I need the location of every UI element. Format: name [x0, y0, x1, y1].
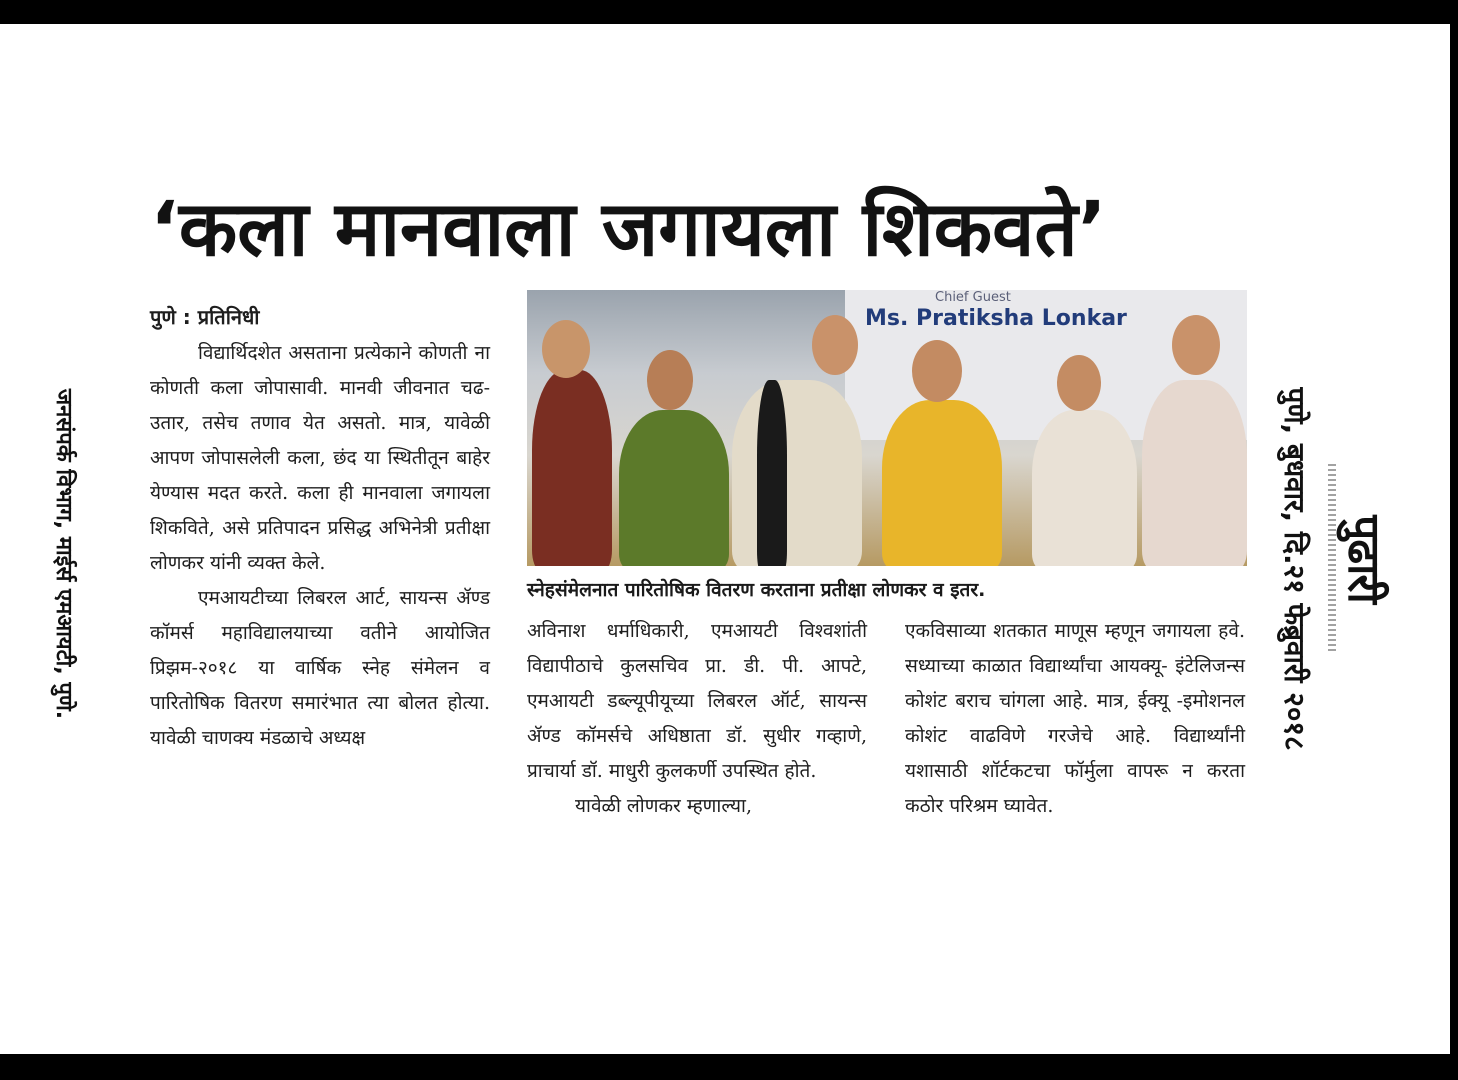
- person-figure: [619, 410, 729, 566]
- person-head: [1057, 355, 1101, 411]
- person-figure: [1142, 380, 1247, 566]
- paragraph: यावेळी लोणकर म्हणाल्या,: [575, 795, 752, 817]
- photo-caption: स्नेहसंमेलनात पारितोषिक वितरण करताना प्रतीक्षा लोणकर व इतर.: [527, 579, 986, 601]
- source-credit-text: जनसंपर्क विभाग, माईर्स एमआयटी, पुणे.: [51, 388, 76, 720]
- person-figure: [532, 370, 612, 566]
- person-figure: [732, 380, 862, 566]
- paragraph: अविनाश धर्माधिकारी, एमआयटी विश्वशांती विद्यापीठाचे कुलसचिव प्रा. डी. पी. आपटे, एमआयटी डब्ल्यूपीयूच्या लिबरल ऑर्ट, सायन्स ॲण्ड कॉमर्सचे अधिष्ठाता डॉ. सुधीर गव्हाणे, प्राचार्या डॉ. माधुरी कुलकर्णी उपस्थित होते.: [527, 620, 867, 782]
- person-head: [912, 340, 962, 402]
- paragraph: विद्यार्थिदशेत असताना प्रत्येकाने कोणती ना कोणती कला जोपासावी. मानवी जीवनात चढ-उतार, तसेच तणाव येत असतो. मात्र, यावेळी आपण जोपासलेली कला, छंद या स्थितीतून बाहेर येण्यास मदत करते. कला ही मानवाला जगायला शिकविते, असे प्रतिपादन प्रसिद्ध अभिनेत्री प्रतीक्षा लोणकर यांनी व्यक्त केले.: [150, 342, 490, 574]
- person-head: [812, 315, 858, 375]
- banner-subtitle: Chief Guest: [935, 290, 1011, 305]
- article-column-2: [527, 614, 867, 954]
- article-column-3: [905, 614, 1245, 954]
- paragraph: एमआयटीच्या लिबरल आर्ट, सायन्स ॲण्ड कॉमर्स महाविद्यालयाच्या वतीने आयोजित प्रिझम-२०१८ या वार्षिक स्नेह संमेलन व पारितोषिक वितरण समारंभात त्या बोलत होत्या. यावेळी चाणक्य मंडळाचे अध्यक्ष: [150, 587, 490, 749]
- newspaper-logo: पुढारी: [1338, 515, 1389, 603]
- masthead-tagline: [1328, 464, 1336, 654]
- newspaper-masthead: [1338, 464, 1394, 654]
- paragraph: एकविसाव्या शतकात माणूस म्हणून जगायला हवे. सध्याच्या काळात विद्यार्थ्यांचा आयक्यू- इंटेलिजन्स कोशंट बराच चांगला आहे. मात्र, ईक्यू -इमोशनल कोशंट वाढविणे गरजेचे आहे. विद्यार्थ्यांनी यशासाठी शॉर्टकटचा फॉर्मुला वापरू न करता कठोर परिश्रम घ्यावेत.: [905, 620, 1245, 817]
- article-headline: ‘कला मानवाला जगायला शिकवते’: [150, 184, 1107, 273]
- publication-date-text: पुणे, बुधवार, दि.२१ फेब्रुवारी २०१८: [1278, 387, 1311, 751]
- person-head: [647, 350, 693, 410]
- event-photo: [527, 290, 1247, 566]
- person-head: [1172, 315, 1220, 375]
- person-figure: [882, 400, 1002, 566]
- publication-date: [1270, 294, 1320, 844]
- person-figure: [1032, 410, 1137, 566]
- newspaper-clipping: [0, 24, 1450, 1054]
- person-head: [542, 320, 590, 378]
- source-credit: [35, 324, 95, 784]
- banner-name: Ms. Pratiksha Lonkar: [865, 306, 1127, 331]
- article-column-1: [150, 300, 490, 960]
- person-figure: [757, 380, 787, 566]
- dateline: पुणे : प्रतिनिधी: [150, 305, 260, 329]
